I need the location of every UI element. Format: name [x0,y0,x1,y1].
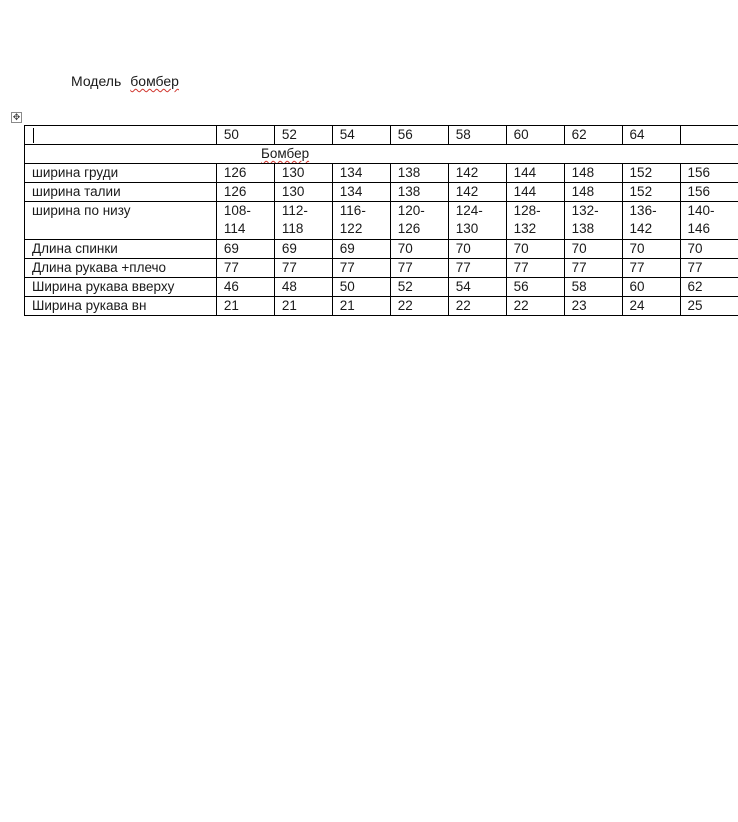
size-cell[interactable]: 56 [390,126,448,145]
value-cell[interactable]: 126 [216,164,274,183]
size-cell[interactable] [680,126,738,145]
value-cell[interactable]: 77 [622,259,680,278]
value-cell[interactable] [622,202,680,240]
value-cell[interactable]: 144 [506,164,564,183]
value-cell[interactable]: 62 [680,278,738,297]
value-line: 146 [687,221,711,236]
size-cell[interactable]: 52 [274,126,332,145]
value-cell[interactable]: 70 [390,240,448,259]
value-line: 122 [339,221,363,236]
value-cell[interactable] [448,202,506,240]
value-cell[interactable]: 56 [506,278,564,297]
value-line: 138 [571,221,595,236]
model-name-cell[interactable] [25,145,738,164]
measurement-rows [25,164,738,316]
value-cell[interactable] [680,202,738,240]
table-row [25,202,738,240]
table-row [25,183,738,202]
value-cell[interactable]: 21 [274,297,332,316]
value-cell[interactable]: 25 [680,297,738,316]
value-line: 140- [687,203,715,218]
table-row [25,278,738,297]
size-cell[interactable]: 64 [622,126,680,145]
value-cell[interactable]: 77 [680,259,738,278]
value-cell[interactable]: 148 [564,164,622,183]
value-line: 112- [281,203,308,218]
value-cell[interactable]: 138 [390,183,448,202]
value-cell[interactable]: 48 [274,278,332,297]
value-cell[interactable]: 148 [564,183,622,202]
value-cell[interactable]: 70 [680,240,738,259]
value-cell[interactable]: 50 [332,278,390,297]
value-cell[interactable]: 69 [274,240,332,259]
value-cell[interactable] [332,202,390,240]
table-move-handle-icon[interactable]: ✥ [12,112,21,122]
value-cell[interactable] [506,202,564,240]
value-cell[interactable]: 142 [448,164,506,183]
size-cell[interactable]: 62 [564,126,622,145]
table-row [25,164,738,183]
value-line: 108- [223,203,251,218]
value-cell[interactable]: 130 [274,164,332,183]
value-cell[interactable]: 22 [448,297,506,316]
value-cell[interactable]: 60 [622,278,680,297]
value-cell[interactable]: 77 [274,259,332,278]
value-cell[interactable]: 77 [448,259,506,278]
size-chart-table [24,125,738,316]
header-corner-cell[interactable] [25,126,217,145]
value-cell[interactable]: 130 [274,183,332,202]
value-cell[interactable]: 70 [622,240,680,259]
size-header-row [25,126,738,145]
value-cell[interactable]: 126 [216,183,274,202]
row-label-cell[interactable]: Ширина рукава вн [25,297,217,316]
row-label-cell[interactable]: ширина талии [25,183,217,202]
value-cell[interactable] [216,202,274,240]
size-cell[interactable]: 54 [332,126,390,145]
value-cell[interactable]: 144 [506,183,564,202]
value-cell[interactable]: 77 [390,259,448,278]
value-line: 114 [223,221,246,236]
row-label-cell[interactable]: Длина спинки [25,240,217,259]
value-cell[interactable]: 152 [622,183,680,202]
value-line: 118 [281,221,304,236]
value-cell[interactable] [390,202,448,240]
value-line: 132- [571,203,599,218]
value-cell[interactable]: 77 [332,259,390,278]
value-cell[interactable]: 70 [506,240,564,259]
value-line: 128- [513,203,541,218]
value-cell[interactable]: 77 [216,259,274,278]
value-cell[interactable]: 54 [448,278,506,297]
size-cell[interactable]: 50 [216,126,274,145]
row-label-cell[interactable]: ширина груди [25,164,217,183]
row-label-cell[interactable]: ширина по низу [25,202,217,240]
text-cursor [33,128,34,143]
value-cell[interactable]: 152 [622,164,680,183]
value-cell[interactable]: 24 [622,297,680,316]
value-cell[interactable]: 134 [332,183,390,202]
value-line: 120- [397,203,425,218]
title-value: бомбер [130,73,179,89]
value-line: 132 [513,221,537,236]
document-title [71,73,179,89]
value-cell[interactable]: 69 [332,240,390,259]
value-cell[interactable]: 58 [564,278,622,297]
value-cell[interactable]: 23 [564,297,622,316]
value-cell[interactable]: 156 [680,164,738,183]
value-cell[interactable] [274,202,332,240]
value-cell[interactable]: 77 [564,259,622,278]
value-cell[interactable]: 69 [216,240,274,259]
row-label-cell[interactable]: Ширина рукава вверху [25,278,217,297]
table-row [25,259,738,278]
size-cell[interactable]: 60 [506,126,564,145]
model-name: Бомбер [261,146,310,161]
value-cell[interactable]: 156 [680,183,738,202]
value-cell[interactable]: 70 [448,240,506,259]
value-cell[interactable]: 21 [332,297,390,316]
value-cell[interactable] [564,202,622,240]
table-row [25,297,738,316]
row-label-cell[interactable]: Длина рукава +плечо [25,259,217,278]
value-cell[interactable]: 70 [564,240,622,259]
value-cell[interactable]: 21 [216,297,274,316]
title-label: Модель [71,73,122,89]
value-cell[interactable]: 22 [390,297,448,316]
value-cell[interactable]: 134 [332,164,390,183]
value-cell[interactable]: 22 [506,297,564,316]
value-line: 116- [339,203,366,218]
value-line: 124- [455,203,483,218]
value-line: 136- [629,203,657,218]
value-cell[interactable]: 138 [390,164,448,183]
size-cell[interactable]: 58 [448,126,506,145]
value-line: 142 [629,221,653,236]
model-row [25,145,738,164]
value-cell[interactable]: 46 [216,278,274,297]
value-line: 126 [397,221,421,236]
value-cell[interactable]: 77 [506,259,564,278]
value-cell[interactable]: 142 [448,183,506,202]
value-cell[interactable]: 52 [390,278,448,297]
value-line: 130 [455,221,479,236]
table-row [25,240,738,259]
